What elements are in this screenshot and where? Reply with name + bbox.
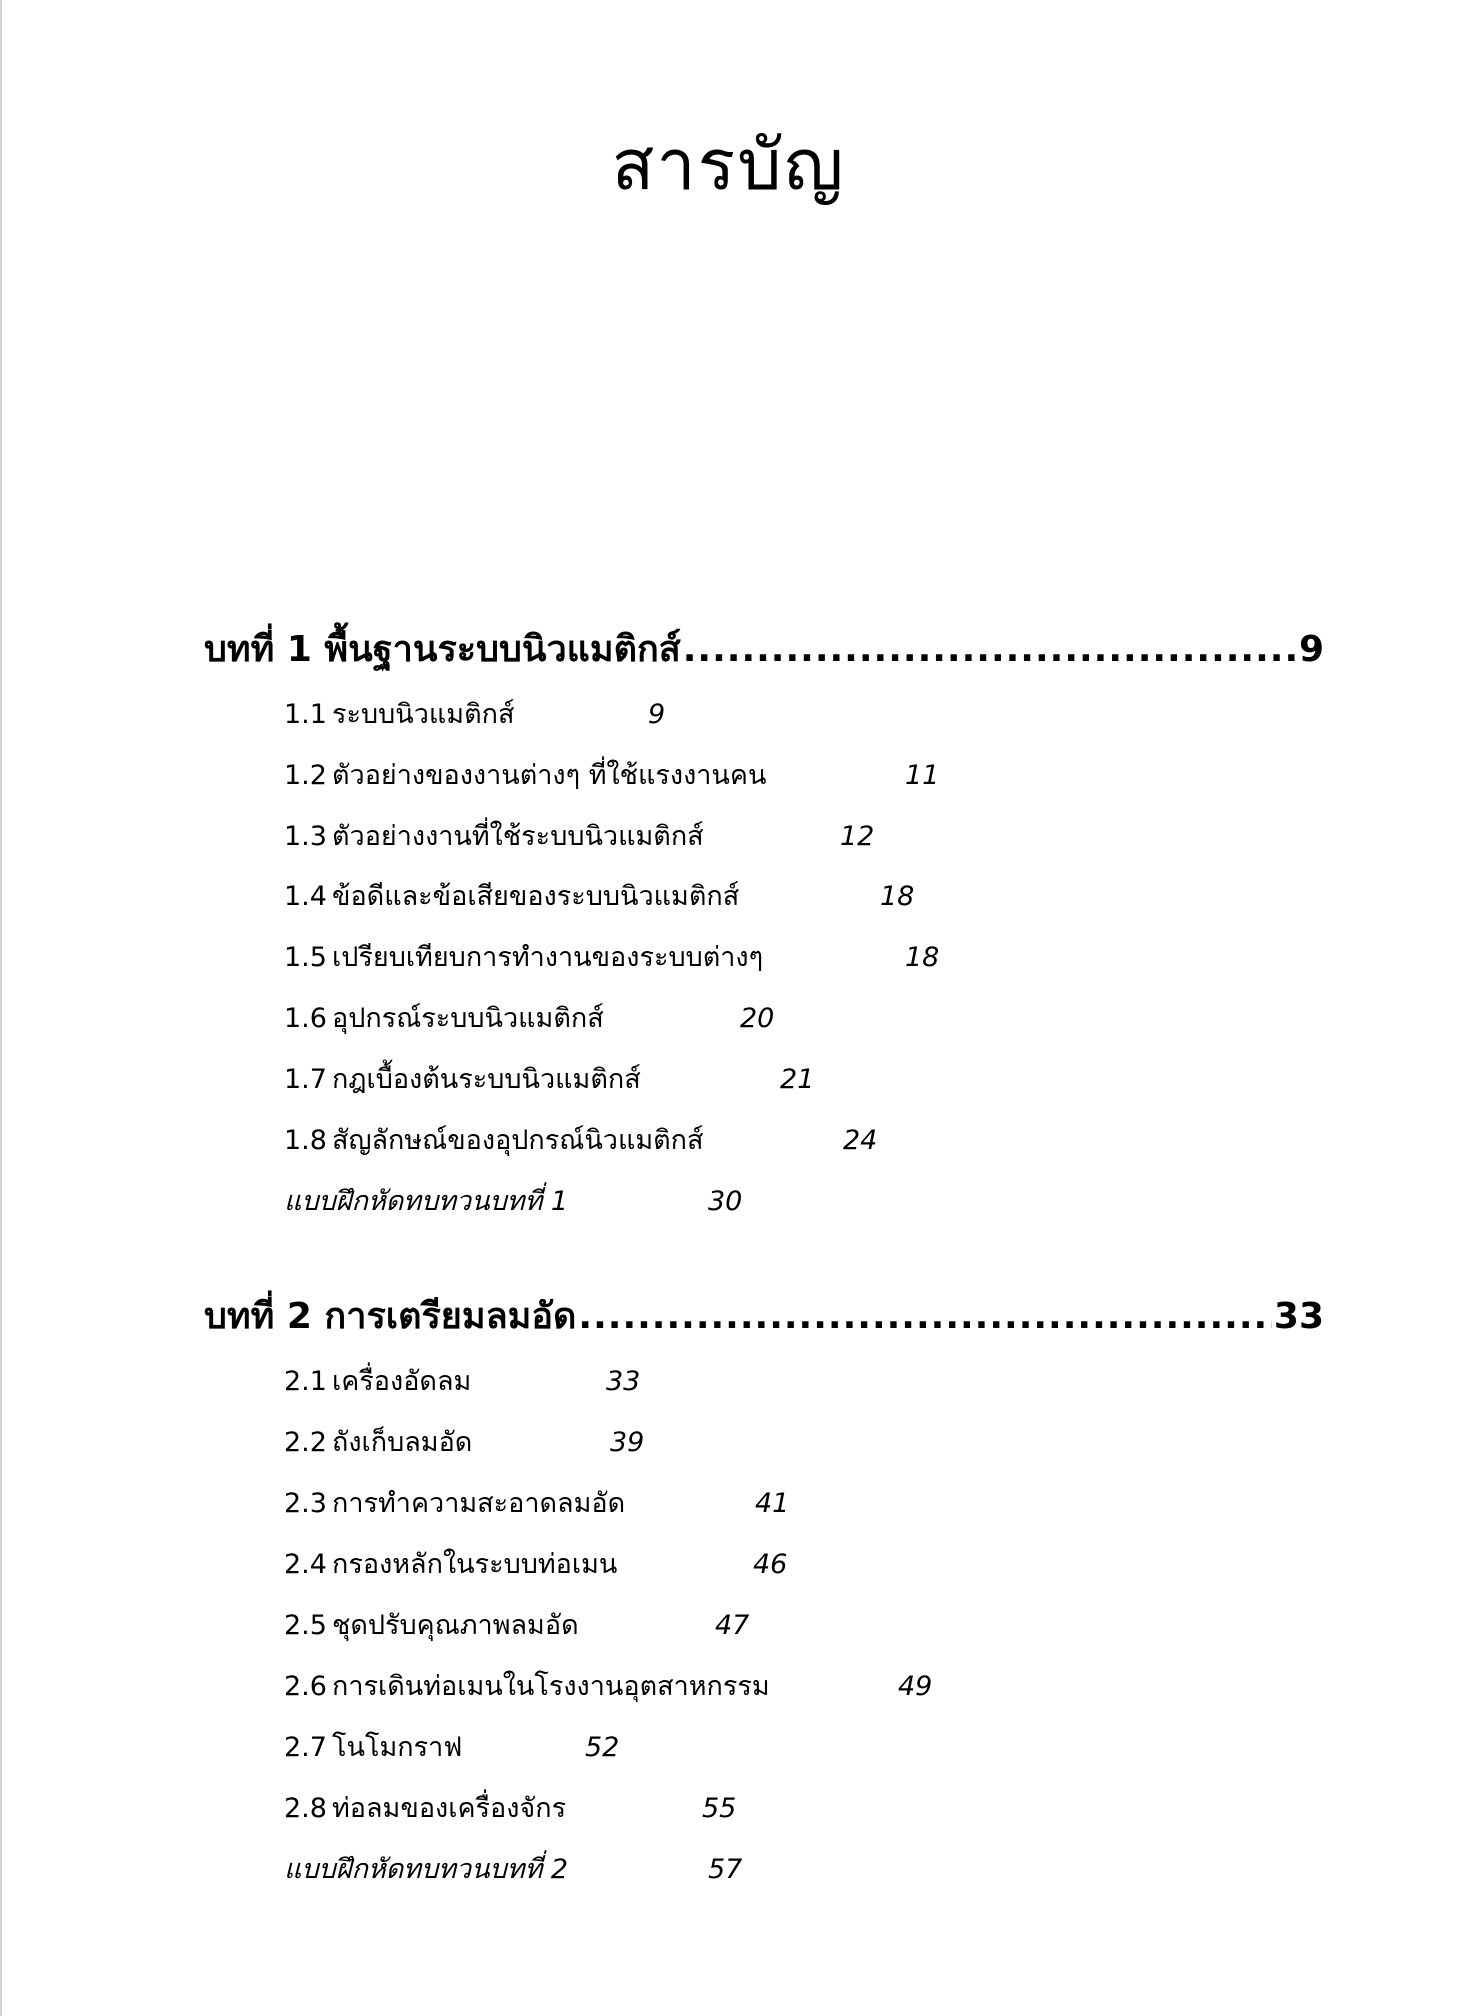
entry-title: กรองหลักในระบบท่อเมน	[332, 1549, 618, 1580]
entry-page-number: 9	[648, 699, 666, 730]
entry-number: 1.6	[284, 1003, 327, 1034]
entry-title: โนโมกราฟ	[332, 1732, 463, 1763]
entry-page-number: 18	[905, 942, 940, 973]
entry-page-number: 11	[905, 760, 940, 791]
entry-number: 2.2	[284, 1427, 327, 1458]
entry-number: 2.8	[284, 1793, 327, 1824]
entry-number: 1.2	[284, 760, 327, 791]
entry-title: ข้อดีและข้อเสียของระบบนิวแมติกส์	[332, 881, 740, 912]
entry-page-number: 52	[585, 1732, 620, 1763]
entry-number: 2.6	[284, 1671, 327, 1702]
entry-number: 1.7	[284, 1064, 327, 1095]
dot-leader	[578, 1299, 1271, 1335]
chapter-heading-1	[204, 629, 1324, 670]
entry-page-number: 21	[780, 1064, 815, 1095]
toc-entry	[0, 881, 915, 923]
exercise-title: แบบฝึกหัดทบทวนบทที่ 1	[284, 1186, 569, 1217]
toc-entry	[0, 1127, 900, 1167]
entry-page-number: 24	[843, 1125, 878, 1156]
entry-page-number: 57	[708, 1854, 743, 1885]
entry-title: เครื่องอัดลม	[332, 1366, 472, 1397]
chapter-title: บทที่ 1 พื้นฐานระบบนิวแมติกส์	[204, 629, 681, 670]
entry-number: 1.4	[284, 881, 327, 912]
toc-exercise-entry	[0, 1188, 900, 1228]
toc-entry	[0, 701, 900, 741]
chapter-heading-2	[204, 1296, 1324, 1337]
toc-entry	[0, 1429, 900, 1469]
toc-entry	[0, 1734, 900, 1774]
toc-entry	[0, 1795, 900, 1835]
entry-title: การเดินท่อเมนในโรงงานอุตสาหกรรม	[332, 1671, 770, 1702]
entry-page-number: 55	[702, 1793, 737, 1824]
entry-number: 2.4	[284, 1549, 327, 1580]
entry-title: สัญลักษณ์ของอุปกรณ์นิวแมติกส์	[332, 1125, 704, 1156]
entry-number: 1.8	[284, 1125, 327, 1156]
entry-number: 2.1	[284, 1366, 327, 1397]
toc-entry	[0, 942, 940, 984]
entry-title: เปรียบเทียบการทำงานของระบบต่างๆ	[332, 942, 764, 973]
entry-title: การทำความสะอาดลมอัด	[332, 1488, 626, 1519]
entry-title: ระบบนิวแมติกส์	[332, 699, 515, 730]
toc-entry	[0, 760, 940, 802]
entry-title: ท่อลมของเครื่องจักร	[332, 1793, 567, 1824]
page-title: สารบัญ	[611, 124, 846, 206]
entry-title: ถังเก็บลมอัด	[332, 1427, 473, 1458]
entry-page-number: 33	[606, 1366, 641, 1397]
entry-page-number: 49	[898, 1671, 933, 1702]
entry-page-number: 41	[755, 1488, 790, 1519]
entry-number: 2.3	[284, 1488, 327, 1519]
entry-title: ตัวอย่างงานที่ใช้ระบบนิวแมติกส์	[332, 821, 704, 852]
entry-title: กฎเบื้องต้นระบบนิวแมติกส์	[332, 1064, 641, 1095]
chapter-page-number: 9	[1298, 629, 1324, 670]
entry-page-number: 47	[715, 1610, 750, 1641]
toc-entry	[0, 1005, 900, 1045]
toc-entry	[0, 1551, 900, 1591]
entry-title: ตัวอย่างของงานต่างๆ ที่ใช้แรงงานคน	[332, 760, 767, 791]
chapter-title: บทที่ 2 การเตรียมลมอัด	[204, 1296, 577, 1337]
entry-page-number: 12	[840, 821, 875, 852]
toc-entry	[0, 1490, 900, 1530]
entry-page-number: 46	[753, 1549, 788, 1580]
entry-page-number: 18	[880, 881, 915, 912]
toc-entry	[0, 1671, 933, 1713]
toc-entry	[0, 823, 900, 863]
entry-title: ชุดปรับคุณภาพลมอัด	[332, 1610, 579, 1641]
entry-number: 1.3	[284, 821, 327, 852]
entry-number: 1.1	[284, 699, 327, 730]
exercise-title: แบบฝึกหัดทบทวนบทที่ 2	[284, 1854, 569, 1885]
toc-entry	[0, 1066, 900, 1106]
toc-entry	[0, 1612, 900, 1652]
entry-number: 2.7	[284, 1732, 327, 1763]
entry-page-number: 39	[610, 1427, 645, 1458]
chapter-page-number: 33	[1273, 1296, 1324, 1337]
entry-number: 1.5	[284, 942, 327, 973]
entry-number: 2.5	[284, 1610, 327, 1641]
entry-page-number: 30	[708, 1186, 743, 1217]
entry-page-number: 20	[740, 1003, 775, 1034]
entry-title: อุปกรณ์ระบบนิวแมติกส์	[332, 1003, 604, 1034]
toc-entry	[0, 1368, 900, 1408]
dot-leader	[683, 632, 1297, 668]
toc-exercise-entry	[0, 1856, 900, 1896]
